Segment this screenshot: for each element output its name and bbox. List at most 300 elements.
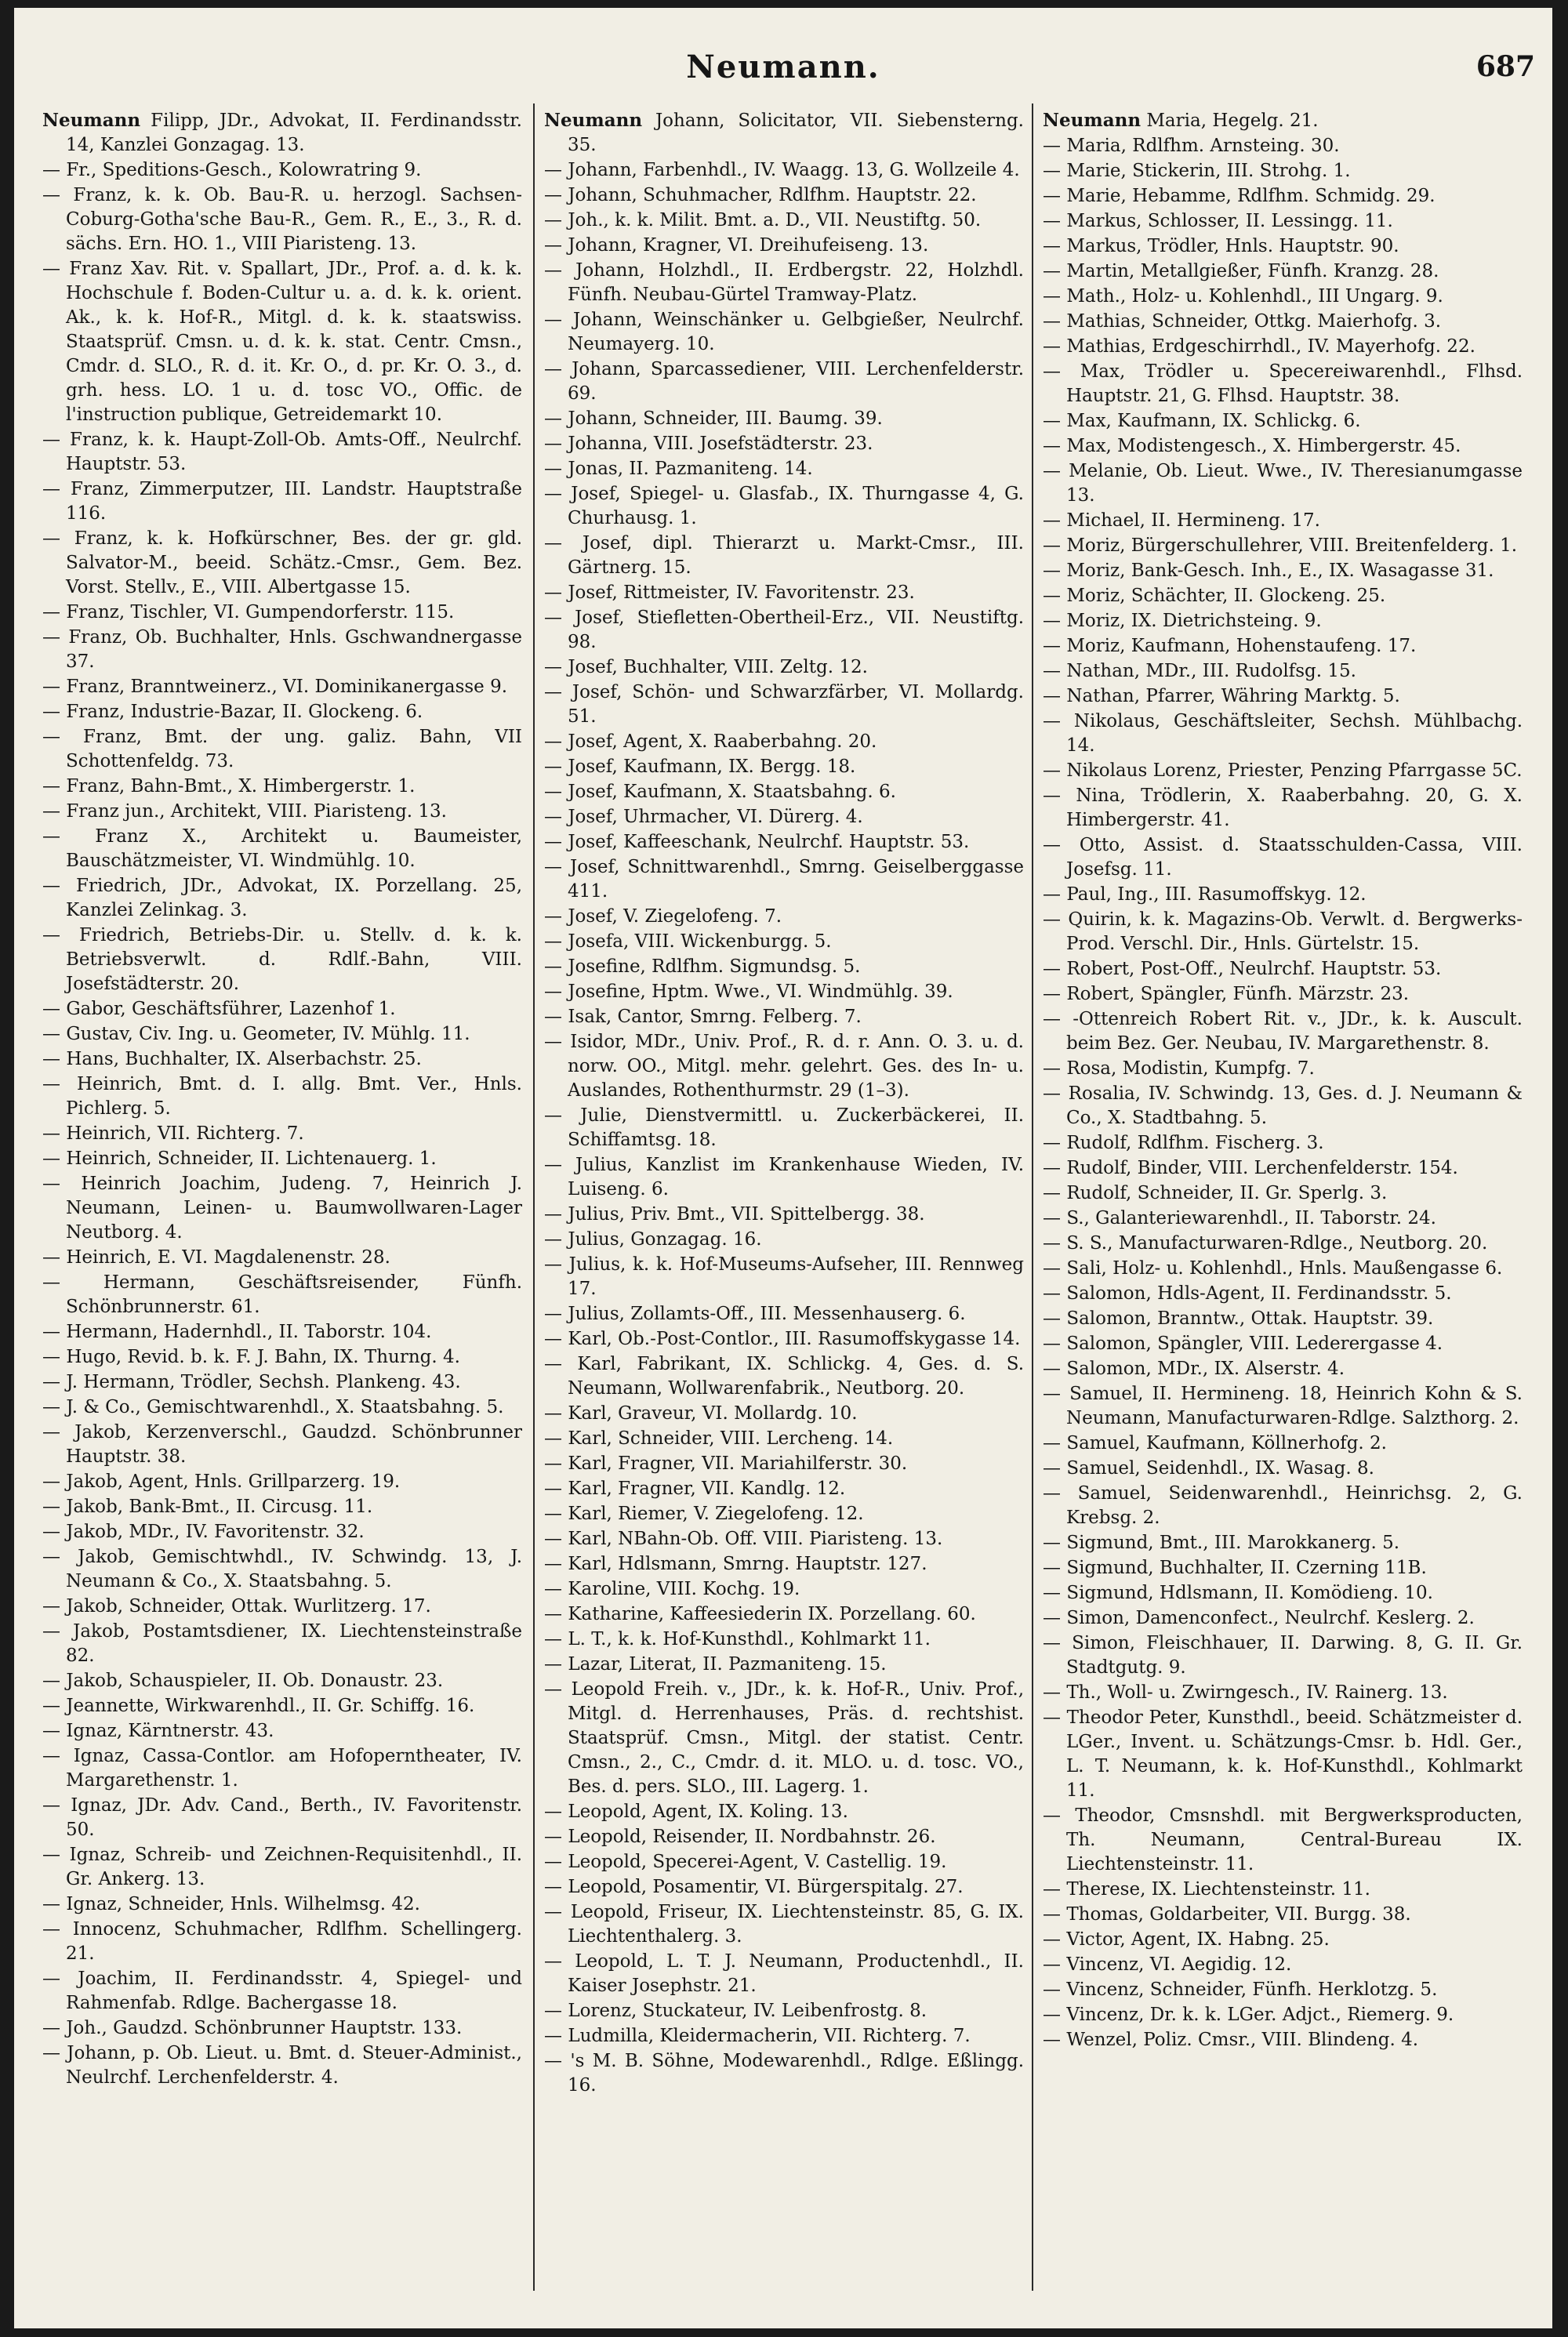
repeat-dash: — (544, 1604, 568, 1624)
repeat-dash: — (1043, 311, 1067, 332)
repeat-dash: — (42, 1123, 67, 1144)
directory-entry (544, 1950, 1024, 1998)
directory-entry (544, 1678, 1024, 1799)
column-rule (1032, 103, 1033, 2291)
entry-text: Heinrich, Schneider, II. Lichtenauerg. 1. (66, 1149, 437, 1169)
directory-entry (544, 1253, 1024, 1301)
directory-entry (1043, 1131, 1523, 1156)
directory-entry (1043, 1903, 1523, 1927)
repeat-dash: — (42, 2043, 67, 2063)
repeat-dash: — (42, 1845, 70, 1865)
repeat-dash: — (1043, 211, 1067, 231)
repeat-dash: — (1043, 1058, 1067, 1079)
directory-entry (544, 2049, 1024, 2098)
repeat-dash: — (42, 1024, 67, 1044)
entry-text: Moriz, Schächter, II. Glockeng. 25. (1066, 586, 1386, 606)
entry-text: Josef, Agent, X. Raaberbahng. 20. (568, 731, 877, 752)
entry-text: Franz, Industrie-Bazar, II. Glockeng. 6. (66, 702, 423, 722)
repeat-dash: — (1043, 760, 1067, 781)
entry-text: Leopold, Agent, IX. Koling. 13. (568, 1802, 848, 1822)
entry-text: Josef, Schnittwarenhdl., Smrng. Geiselberggasse 411. (568, 857, 1024, 902)
repeat-dash: — (1043, 361, 1080, 382)
repeat-dash: — (544, 359, 572, 379)
entry-text: Franz Xav. Rit. v. Spallart, JDr., Prof. a. d. k. k. Hochschule f. Boden-Cultur u. a. d. k. k. orient. Ak., k. k. Hof-R., Mitgl. d. k. k. staatswiss. Staatsprüf. Cmsn. u. d. k. k. stat. Centr. Cmsn., Cmdr. d. SLO., R. d. it. Kr. O., d. pr. Kr. O. 3., d. grh. hess. LO. 1 u. d. tosc VO., Offic. de l'instruction publique, Getreidemarkt 10. (66, 259, 522, 425)
repeat-dash: — (544, 434, 568, 454)
entry-text: 's M. B. Söhne, Modewarenhdl., Rdlge. Eßlingg. 16. (568, 2051, 1024, 2096)
repeat-dash: — (42, 1894, 67, 1914)
repeat-dash: — (544, 1032, 571, 1052)
entry-text: Ludmilla, Kleidermacherin, VII. Richterg. 7. (568, 2026, 971, 2046)
entry-text: Franz, Branntweinerz., VI. Dominikanergasse 9. (66, 677, 508, 697)
directory-entry (544, 1875, 1024, 1900)
directory-entry (544, 1527, 1024, 1551)
entry-text: Leopold, Posamentir, VI. Bürgerspitalg. 27. (568, 1877, 964, 1897)
directory-entry (544, 1577, 1024, 1602)
repeat-dash: — (1043, 1083, 1069, 1104)
directory-entry (42, 924, 522, 996)
entry-text: Samuel, Seidenhdl., IX. Wasag. 8. (1066, 1458, 1374, 1479)
repeat-dash: — (1043, 1334, 1067, 1354)
entry-text: Josef, V. Ziegelofeng. 7. (568, 906, 782, 927)
entry-text: Vincenz, Schneider, Fünfh. Herklotzg. 5. (1066, 1980, 1438, 2000)
directory-entry (1043, 1706, 1523, 1803)
entry-text: Rosalia, IV. Schwindg. 13, Ges. d. J. Neumann & Co., X. Stadtbahng. 5. (1066, 1083, 1523, 1128)
entry-text: Franz, Ob. Buchhalter, Hnls. Gschwandnergasse 37. (66, 627, 522, 672)
entry-text: J. Hermann, Trödler, Sechsh. Plankeng. 43. (66, 1372, 461, 1392)
directory-entry (42, 1271, 522, 1319)
entry-text: Karl, Fragner, VII. Mariahilferstr. 30. (568, 1453, 908, 1474)
directory-entry (1043, 409, 1523, 434)
entry-text: Thomas, Goldarbeiter, VII. Burgg. 38. (1066, 1904, 1411, 1925)
entry-text: Nikolaus Lorenz, Priester, Penzing Pfarrgasse 5C. (1066, 760, 1523, 781)
repeat-dash: — (544, 1629, 568, 1649)
directory-entry (1043, 1631, 1523, 1680)
entry-text: Maria, Hegelg. 21. (1146, 111, 1319, 131)
entry-text: Josef, Rittmeister, IV. Favoritenstr. 23. (568, 582, 915, 603)
repeat-dash: — (1043, 1133, 1067, 1153)
entry-text: Ignaz, Schneider, Hnls. Wilhelmsg. 42. (66, 1894, 420, 1914)
entry-text: J. & Co., Gemischtwarenhdl., X. Staatsbahng. 5. (66, 1397, 504, 1417)
entry-text: Samuel, Seidenwarenhdl., Heinrichsg. 2, G. Krebsg. 2. (1066, 1483, 1523, 1528)
entry-text: Sigmund, Hdlsmann, II. Komödieng. 10. (1066, 1583, 1433, 1603)
entry-text: Victor, Agent, IX. Habng. 25. (1066, 1929, 1330, 1950)
repeat-dash: — (1043, 1258, 1067, 1279)
entry-text: Sali, Holz- u. Kohlenhdl., Hnls. Maußengasse 6. (1066, 1258, 1503, 1279)
repeat-dash: — (544, 1902, 571, 1922)
repeat-dash: — (42, 1322, 67, 1342)
entry-text: Moriz, Bank-Gesch. Inh., E., IX. Wasagasse 31. (1066, 561, 1494, 581)
repeat-dash: — (544, 1554, 568, 1574)
repeat-dash: — (1043, 1183, 1067, 1203)
directory-entry (42, 800, 522, 824)
repeat-dash: — (1043, 261, 1067, 281)
directory-entry (1043, 908, 1523, 956)
directory-entry (544, 1427, 1024, 1451)
entry-text: Lorenz, Stuckateur, IV. Leibenfrostg. 8. (568, 2001, 927, 2021)
repeat-dash: — (544, 982, 568, 1002)
directory-entry (42, 1246, 522, 1270)
repeat-dash: — (544, 1304, 568, 1324)
repeat-dash: — (1043, 1009, 1073, 1029)
repeat-dash: — (544, 2051, 571, 2071)
entry-text: Josef, Uhrmacher, VI. Dürerg. 4. (568, 807, 863, 827)
repeat-dash: — (544, 1254, 569, 1275)
entry-text: Josefine, Rdlfhm. Sigmundsg. 5. (568, 956, 861, 977)
repeat-dash: — (1043, 1608, 1067, 1628)
directory-entry (544, 1302, 1024, 1326)
repeat-dash: — (1043, 1682, 1067, 1703)
repeat-dash: — (544, 1827, 568, 1847)
directory-entry (544, 1104, 1024, 1152)
repeat-dash: — (1043, 1980, 1067, 2000)
entry-text: Joh., k. k. Milit. Bmt. a. D., VII. Neustiftg. 50. (568, 210, 982, 230)
entry-text: Franz, k. k. Haupt-Zoll-Ob. Amts-Off., Neulrchf. Hauptstr. 53. (66, 430, 522, 474)
repeat-dash: — (544, 1329, 568, 1349)
directory-entry (1043, 659, 1523, 684)
entry-text: Jonas, II. Pazmaniteng. 14. (568, 459, 813, 479)
repeat-dash: — (544, 2026, 568, 2046)
repeat-dash: — (544, 484, 572, 504)
repeat-dash: — (1043, 959, 1067, 979)
repeat-dash: — (1043, 835, 1080, 855)
repeat-dash: — (1043, 1583, 1067, 1603)
repeat-dash: — (42, 2018, 67, 2038)
entry-text: Th., Woll- u. Zwirngesch., IV. Rainerg. 13. (1066, 1682, 1448, 1703)
directory-entry (42, 1794, 522, 1842)
directory-entry (42, 700, 522, 724)
directory-entry (1043, 1457, 1523, 1481)
directory-entry (42, 1719, 522, 1744)
entry-text: Simon, Damenconfect., Neulrchf. Keslerg. 2. (1066, 1608, 1475, 1628)
entry-text: Jakob, Gemischtwhdl., IV. Schwindg. 13, J. Neumann & Co., X. Staatsbahng. 5. (66, 1547, 522, 1591)
entry-text: Hans, Buchhalter, IX. Alserbachstr. 25. (66, 1049, 422, 1069)
repeat-dash: — (42, 1621, 74, 1642)
repeat-dash: — (1043, 1558, 1067, 1578)
directory-entry (544, 1825, 1024, 1849)
entry-text: Julius, k. k. Hof-Museums-Aufseher, III. Rennweg 17. (568, 1254, 1024, 1299)
entry-text: Karl, NBahn-Ob. Off. VIII. Piaristeng. 13. (568, 1529, 943, 1549)
repeat-dash: — (42, 602, 67, 622)
entry-text: Michael, II. Hermineng. 17. (1066, 510, 1320, 531)
directory-entry (1043, 360, 1523, 408)
entry-text: Salomon, Branntw., Ottak. Hauptstr. 39. (1066, 1308, 1434, 1329)
directory-entry (544, 1477, 1024, 1501)
directory-entry (42, 1744, 522, 1793)
entry-text: Franz, Bahn-Bmt., X. Himbergerstr. 1. (66, 776, 416, 797)
directory-entry (42, 1967, 522, 2016)
entry-text: Karl, Ob.-Post-Contlor., III. Rasumoffskygasse 14. (568, 1329, 1021, 1349)
repeat-dash: — (1043, 535, 1067, 556)
directory-entry (544, 730, 1024, 754)
entry-text: Julius, Zollamts-Off., III. Messenhauserg. 6. (568, 1304, 966, 1324)
directory-entry (1043, 883, 1523, 907)
repeat-dash: — (544, 757, 568, 777)
entry-text: Vincenz, VI. Aegidig. 12. (1066, 1954, 1292, 1975)
repeat-dash: — (544, 1654, 568, 1675)
entry-text: Hermann, Geschäftsreisender, Fünfh. Schönbrunnerstr. 61. (66, 1272, 522, 1317)
entry-text: Johann, Schneider, III. Baumg. 39. (568, 408, 883, 429)
repeat-dash: — (1043, 711, 1074, 731)
directory-entry (1043, 1181, 1523, 1206)
repeat-dash: — (1043, 586, 1067, 606)
directory-entry (1043, 634, 1523, 659)
repeat-dash: — (1043, 461, 1069, 481)
directory-entry (1043, 784, 1523, 833)
entry-text: Jeannette, Wirkwarenhdl., II. Gr. Schiffg. 16. (66, 1696, 475, 1716)
entry-text: Rudolf, Schneider, II. Gr. Sperlg. 3. (1066, 1183, 1388, 1203)
directory-entry (1043, 310, 1523, 334)
directory-entry (544, 1153, 1024, 1202)
directory-entry (1043, 559, 1523, 583)
directory-entry (1043, 584, 1523, 608)
repeat-dash: — (1043, 1483, 1078, 1504)
repeat-dash: — (544, 682, 572, 702)
repeat-dash: — (42, 1671, 67, 1691)
entry-text: Ignaz, Schreib- und Zeichnen-Requisitenhdl., II. Gr. Ankerg. 13. (66, 1845, 522, 1889)
entry-text: Karl, Schneider, VIII. Lercheng. 14. (568, 1428, 894, 1449)
directory-entry (42, 2041, 522, 2090)
directory-entry (1043, 1432, 1523, 1456)
directory-entry (544, 1502, 1024, 1526)
repeat-dash: — (1043, 1929, 1067, 1950)
directory-entry (544, 930, 1024, 954)
repeat-dash: — (1043, 1904, 1067, 1925)
directory-entry (544, 1452, 1024, 1476)
entry-text: Heinrich Joachim, Judeng. 7, Heinrich J. Neumann, Leinen- u. Baumwollwaren-Lager Neutborg. 4. (66, 1174, 522, 1243)
directory-entry (1043, 609, 1523, 633)
entry-text: Friedrich, Betriebs-Dir. u. Stellv. d. k. k. Betriebsverwlt. d. Rdlf.-Bahn, VIII. Josefstädterstr. 20. (66, 925, 522, 994)
entry-text: Joh., Gaudzd. Schönbrunner Hauptstr. 133. (66, 2018, 463, 2038)
directory-entry (42, 2016, 522, 2041)
directory-entry (1043, 1257, 1523, 1281)
entry-text: Joachim, II. Ferdinandsstr. 4, Spiegel- und Rahmenfab. Rdlge. Bachergasse 18. (66, 1969, 522, 2013)
entry-text: S. S., Manufacturwaren-Rdlge., Neutborg. 20. (1066, 1233, 1488, 1254)
repeat-dash: — (544, 1204, 568, 1225)
directory-entry (1043, 1928, 1523, 1952)
repeat-dash: — (544, 1105, 581, 1126)
repeat-dash: — (42, 627, 69, 648)
repeat-dash: — (1043, 984, 1067, 1004)
entry-text: Julius, Priv. Bmt., VII. Spittelbergg. 38. (568, 1204, 925, 1225)
repeat-dash: — (544, 731, 568, 752)
directory-entry (544, 980, 1024, 1004)
repeat-dash: — (544, 1802, 568, 1822)
directory-entry (42, 1072, 522, 1121)
repeat-dash: — (544, 956, 568, 977)
entry-text: Josef, Kaufmann, X. Staatsbahng. 6. (568, 782, 896, 802)
repeat-dash: — (1043, 1954, 1067, 1975)
repeat-dash: — (1043, 1308, 1067, 1329)
entry-text: Johann, Kragner, VI. Dreihufeiseng. 13. (568, 235, 929, 256)
entry-text: Franz, k. k. Ob. Bau-R. u. herzogl. Sachsen-Coburg-Gotha'sche Bau-R., Gem. R., E., 3., R. d. sächs. Ern. HO. 1., VIII Piaristeng. 13. (66, 185, 522, 254)
directory-entry (42, 257, 522, 427)
repeat-dash: — (42, 1522, 67, 1542)
directory-entry (1043, 259, 1523, 284)
entry-text: Leopold, L. T. J. Neumann, Productenhdl., II. Kaiser Josephstr. 21. (568, 1951, 1024, 1996)
entry-text: Franz jun., Architekt, VIII. Piaristeng. 13. (66, 801, 447, 822)
directory-entry (1043, 1804, 1523, 1877)
directory-entry (42, 477, 522, 526)
directory-page (14, 8, 1552, 2328)
repeat-dash: — (544, 1403, 568, 1424)
entry-text: Moriz, IX. Dietrichsteing. 9. (1066, 611, 1322, 631)
repeat-dash: — (1043, 336, 1067, 357)
repeat-dash: — (1043, 686, 1067, 706)
repeat-dash: — (544, 310, 574, 330)
repeat-dash: — (42, 876, 77, 896)
directory-entry (544, 158, 1024, 183)
entry-text: Josef, Stiefletten-Obertheil-Erz., VII. Neustiftg. 98. (568, 608, 1024, 652)
directory-entry (1043, 1978, 1523, 2002)
repeat-dash: — (42, 1347, 67, 1367)
directory-entry (544, 234, 1024, 258)
entry-text: Math., Holz- u. Kohlenhdl., III Ungarg. 9. (1066, 286, 1443, 307)
repeat-dash: — (544, 931, 568, 952)
repeat-dash: — (544, 1479, 568, 1499)
entry-text: Martin, Metallgießer, Fünfh. Kranzg. 28. (1066, 261, 1439, 281)
entry-text: Heinrich, Bmt. d. I. allg. Bmt. Ver., Hnls. Pichlerg. 5. (66, 1074, 522, 1119)
repeat-dash: — (544, 1852, 568, 1872)
repeat-dash: — (42, 1174, 82, 1194)
directory-entry (544, 432, 1024, 456)
entry-text: Nina, Trödlerin, X. Raaberbahng. 20, G. X. Himbergerstr. 41. (1066, 786, 1523, 830)
repeat-dash: — (1043, 884, 1067, 905)
repeat-dash: — (544, 1679, 572, 1700)
directory-entry (42, 825, 522, 873)
repeat-dash: — (544, 582, 568, 603)
entry-text: Nikolaus, Geschäftsleiter, Sechsh. Mühlbachg. 14. (1066, 711, 1523, 756)
directory-entry (544, 905, 1024, 929)
repeat-dash: — (1043, 1458, 1067, 1479)
entry-text: Marie, Stickerin, III. Strohg. 1. (1066, 161, 1351, 181)
directory-entry (544, 581, 1024, 605)
directory-entry (42, 775, 522, 799)
entry-text: Rosa, Modistin, Kumpfg. 7. (1066, 1058, 1315, 1079)
directory-entry (544, 1602, 1024, 1627)
repeat-dash: — (42, 259, 70, 279)
directory-entry (544, 209, 1024, 233)
entry-text: Salomon, MDr., IX. Alserstr. 4. (1066, 1359, 1345, 1379)
directory-column-3 (1043, 108, 1523, 2303)
entry-text: Jakob, Schneider, Ottak. Wurlitzerg. 17. (66, 1596, 431, 1617)
entry-text: Salomon, Spängler, VIII. Lederergasse 4. (1066, 1334, 1443, 1354)
entry-text: Karl, Riemer, V. Ziegelofeng. 12. (568, 1504, 864, 1524)
directory-entry (42, 1047, 522, 1072)
directory-entry (1043, 1232, 1523, 1256)
entry-text: Franz, Bmt. der ung. galiz. Bahn, VII Schottenfeldg. 73. (66, 727, 522, 771)
directory-entry (1043, 459, 1523, 508)
directory-entry (544, 680, 1024, 729)
entry-text: Rudolf, Rdlfhm. Fischerg. 3. (1066, 1133, 1324, 1153)
entry-text: Leopold, Specerei-Agent, V. Castellig. 19. (568, 1852, 947, 1872)
repeat-dash: — (42, 1472, 67, 1492)
entry-text: Vincenz, Dr. k. k. LGer. Adjct., Riemerg. 9. (1066, 2005, 1454, 2025)
entry-text: Josef, Kaufmann, IX. Bergg. 18. (568, 757, 856, 777)
repeat-dash: — (1043, 1879, 1067, 1900)
entry-text: Moriz, Kaufmann, Hohenstaufeng. 17. (1066, 636, 1417, 656)
repeat-dash: — (42, 1795, 71, 1816)
directory-entry (544, 1228, 1024, 1252)
repeat-dash: — (42, 801, 67, 822)
directory-entry (1043, 1156, 1523, 1181)
repeat-dash: — (544, 2001, 568, 2021)
repeat-dash: — (1043, 1384, 1070, 1404)
repeat-dash: — (544, 832, 568, 852)
repeat-dash: — (544, 807, 568, 827)
entry-text: Karl, Hdlsmann, Smrng. Hauptstr. 127. (568, 1554, 927, 1574)
repeat-dash: — (1043, 1433, 1067, 1453)
entry-text: Max, Kaufmann, IX. Schlickg. 6. (1066, 411, 1361, 431)
directory-entry (42, 1545, 522, 1594)
entry-text: Franz, k. k. Hofkürschner, Bes. der gr. gld. Salvator-M., beeid. Schätz.-Cmsr., Gem. Bez. Vorst. Stellv., E., VIII. Albertgasse 15. (66, 528, 522, 597)
directory-entry (42, 1172, 522, 1245)
repeat-dash: — (544, 160, 568, 180)
repeat-dash: — (1043, 186, 1067, 206)
directory-entry (1043, 1482, 1523, 1530)
repeat-dash: — (544, 1229, 568, 1250)
directory-entry (1043, 134, 1523, 158)
directory-entry (1043, 982, 1523, 1007)
entry-text: Salomon, Hdls-Agent, II. Ferdinandsstr. 5. (1066, 1283, 1452, 1304)
repeat-dash: — (1043, 1283, 1067, 1304)
repeat-dash: — (42, 430, 71, 450)
repeat-dash: — (1043, 636, 1067, 656)
directory-entry (1043, 1207, 1523, 1231)
entry-text: Isak, Cantor, Smrng. Felberg. 7. (568, 1007, 862, 1027)
entry-text: Johann, Holzhdl., II. Erdbergstr. 22, Holzhdl. Fünfh. Neubau-Gürtel Tramway-Platz. (568, 260, 1024, 305)
repeat-dash: — (42, 185, 74, 205)
directory-entry (544, 1030, 1024, 1103)
entry-headword: Neumann (42, 110, 141, 131)
repeat-dash: — (1043, 661, 1067, 681)
entry-text: Robert, Spängler, Fünfh. Märzstr. 23. (1066, 984, 1410, 1004)
directory-entry (1043, 1581, 1523, 1606)
directory-entry (1043, 184, 1523, 209)
entry-text: Markus, Trödler, Hnls. Hauptstr. 90. (1066, 236, 1399, 256)
directory-column-2 (544, 108, 1024, 2303)
entry-text: Karl, Graveur, VI. Mollardg. 10. (568, 1403, 858, 1424)
directory-entry (1043, 709, 1523, 758)
directory-entry (42, 1147, 522, 1171)
directory-entry (42, 1370, 522, 1395)
entry-text: Jakob, Postamtsdiener, IX. Liechtensteinstraße 82. (66, 1621, 522, 1666)
directory-entry (544, 1352, 1024, 1401)
entry-text: Johann, Sparcassediener, VIII. Lerchenfelderstr. 69. (568, 359, 1024, 404)
entry-text: -Ottenreich Robert Rit. v., JDr., k. k. Auscult. beim Bez. Ger. Neubau, IV. Margarethenstr. 8. (1066, 1009, 1523, 1054)
repeat-dash: — (42, 1547, 78, 1567)
directory-entry (544, 606, 1024, 655)
entry-text: Nathan, MDr., III. Rudolfsg. 15. (1066, 661, 1356, 681)
entry-text: Nathan, Pfarrer, Währing Marktg. 5. (1066, 686, 1400, 706)
repeat-dash: — (1043, 1359, 1067, 1379)
entry-text: Katharine, Kaffeesiederin IX. Porzellang. 60. (568, 1604, 976, 1624)
directory-entry (42, 1320, 522, 1345)
entry-text: Josef, Schön- und Schwarzfärber, VI. Mollardg. 51. (568, 682, 1024, 727)
directory-entry (42, 997, 522, 1022)
directory-entry (544, 1999, 1024, 2023)
repeat-dash: — (1043, 510, 1067, 531)
repeat-dash: — (1043, 436, 1067, 456)
repeat-dash: — (544, 1428, 568, 1449)
directory-entry (1043, 957, 1523, 982)
directory-entry (544, 655, 1024, 680)
directory-entry (42, 1345, 522, 1370)
entry-text: Sigmund, Bmt., III. Marokkanerg. 5. (1066, 1533, 1400, 1553)
entry-text: Hermann, Hadernhdl., II. Taborstr. 104. (66, 1322, 432, 1342)
repeat-dash: — (1043, 1158, 1067, 1178)
entry-text: Julius, Kanzlist im Krankenhause Wieden, IV. Luiseng. 6. (568, 1155, 1024, 1199)
repeat-dash: — (1043, 1233, 1067, 1254)
